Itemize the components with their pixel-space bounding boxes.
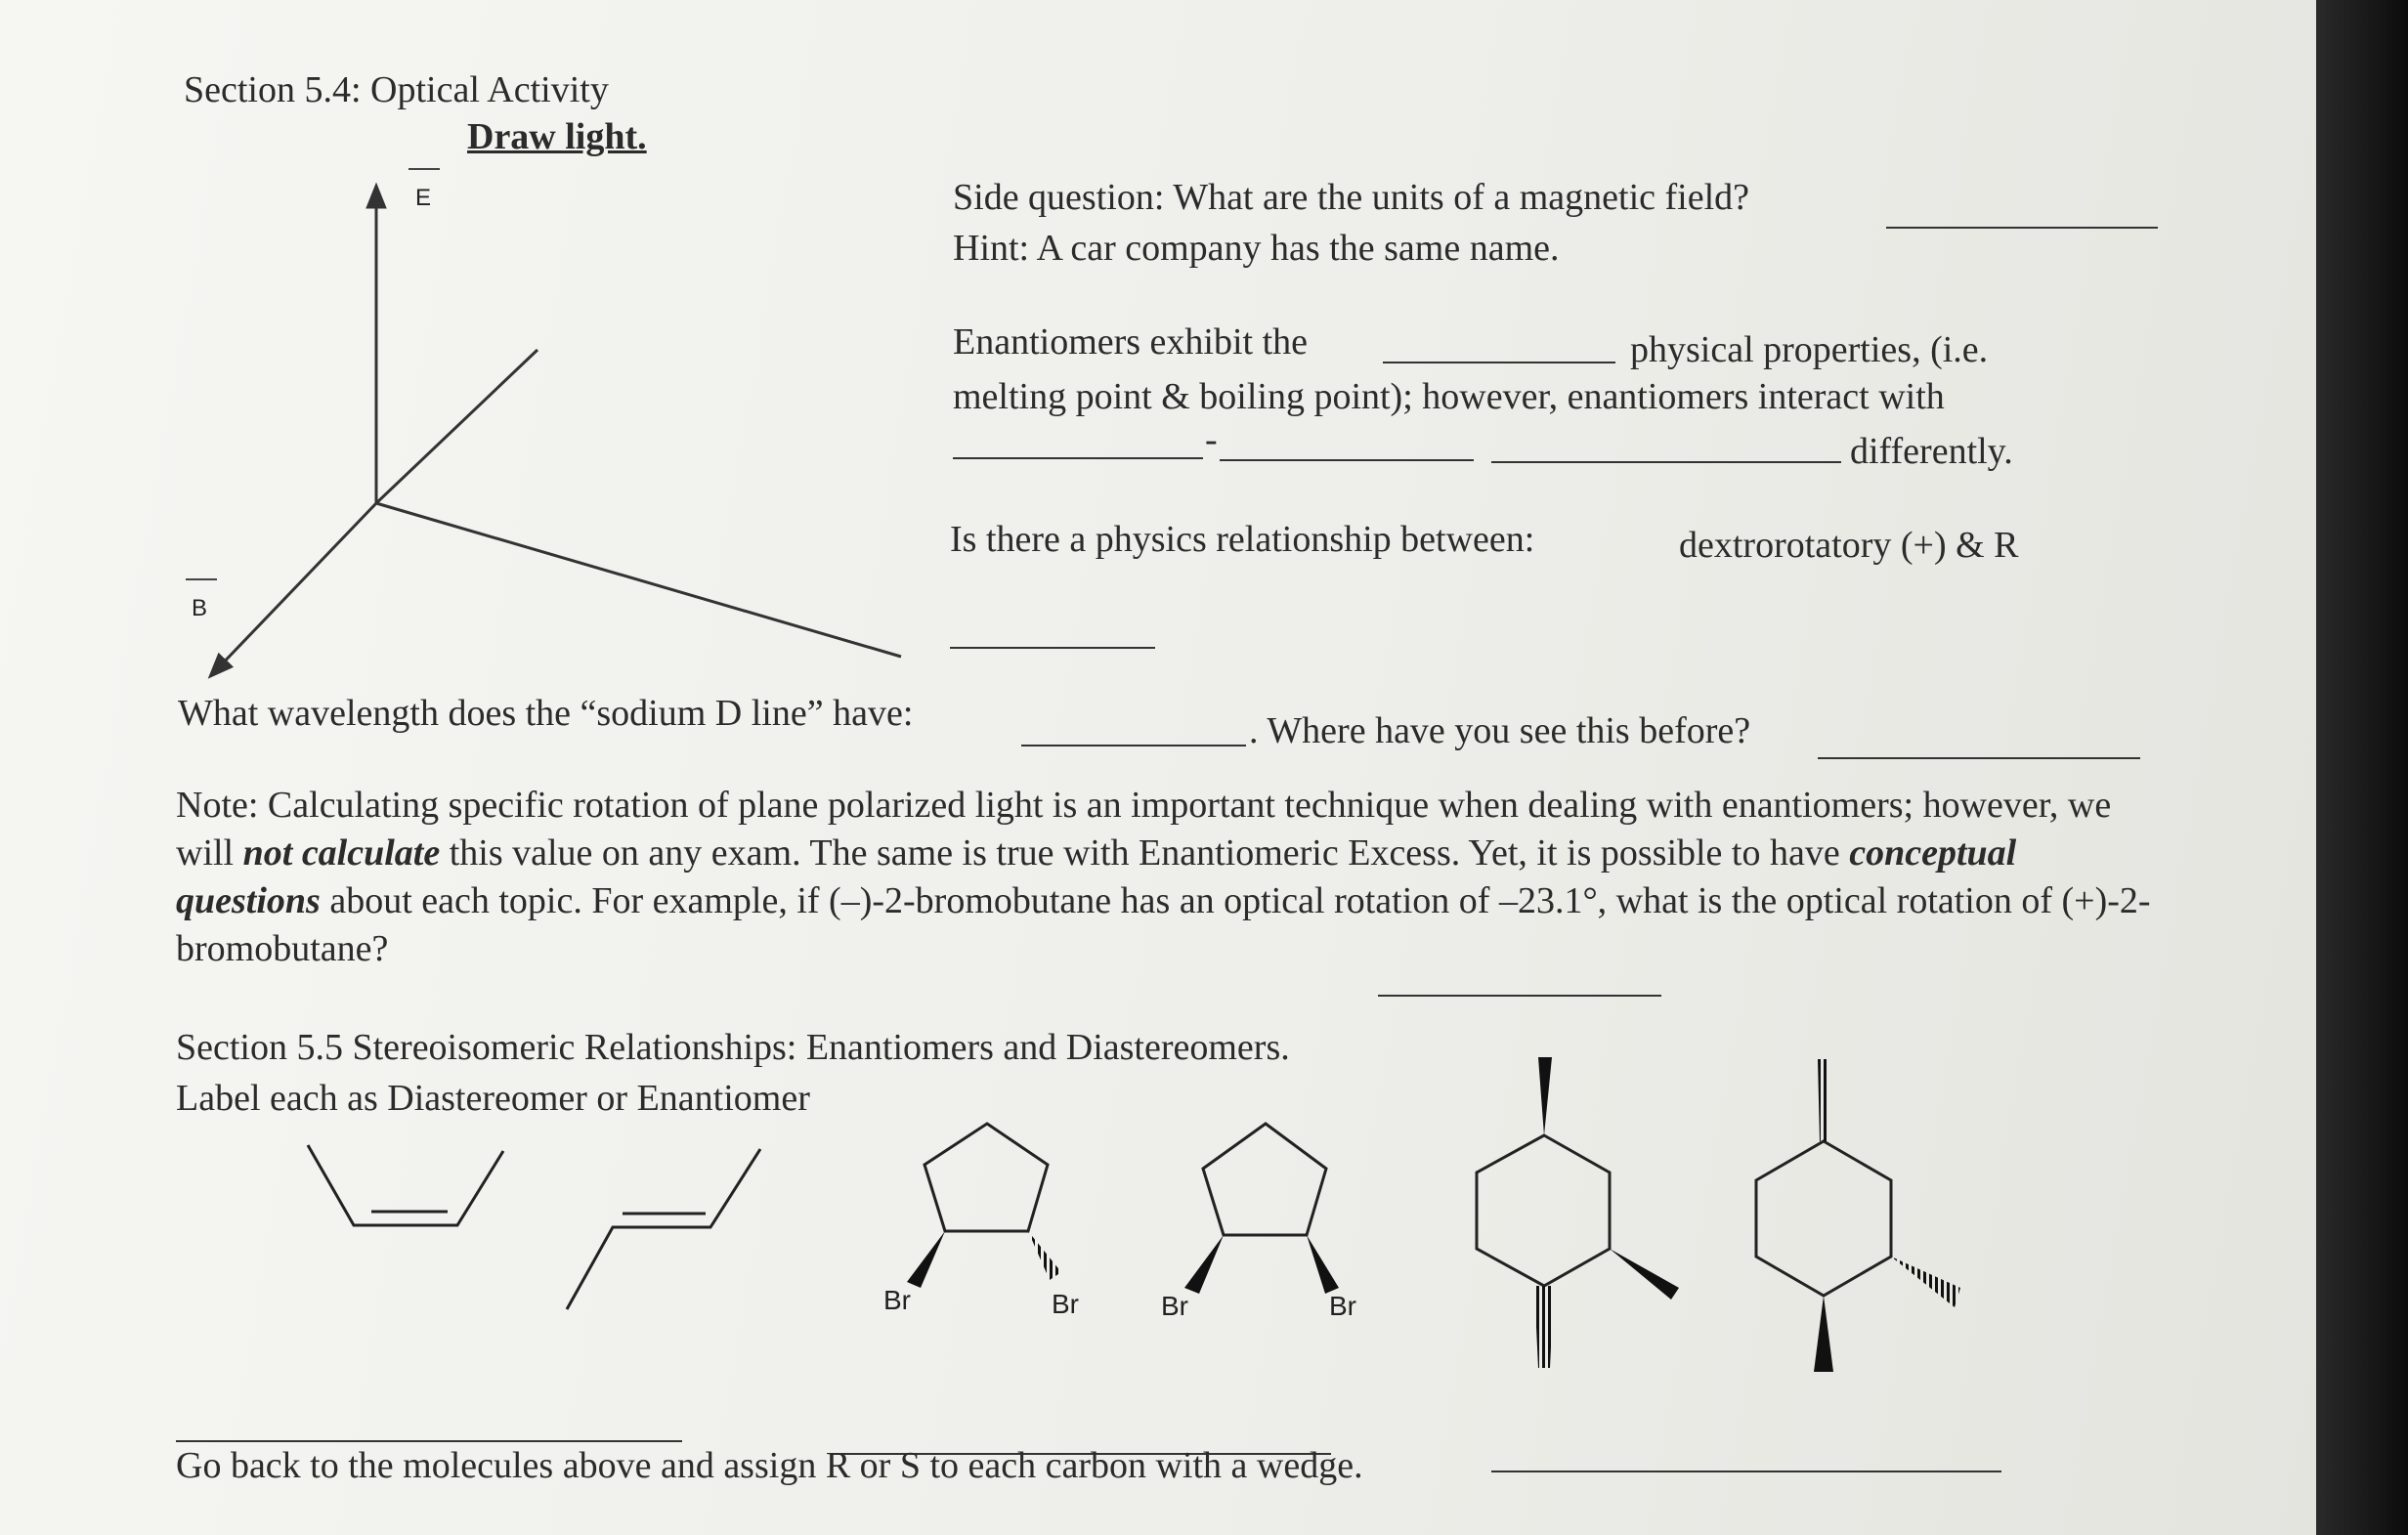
substituted-cyclohexane-2 <box>1756 1059 1960 1372</box>
cis-dibromocyclopentane <box>1161 1124 1356 1321</box>
page-edge <box>2316 0 2408 1535</box>
seen-before-question: . Where have you see this before? <box>1249 710 1751 751</box>
physics-pair: dextrorotatory (+) & R <box>1679 525 2019 566</box>
br-label-4: Br <box>1329 1291 1356 1321</box>
trans-alkene <box>567 1149 760 1309</box>
trans-dibromocyclopentane <box>883 1124 1079 1319</box>
br-label-1: Br <box>883 1285 911 1315</box>
enantiomers-text-3: melting point & boiling point); however, enantiomers interact with <box>953 376 1945 417</box>
note-emphasis-1: not calculate <box>242 832 441 874</box>
answer-blank-1[interactable] <box>176 1440 682 1442</box>
b-axis-label: B <box>192 595 208 621</box>
note-emphasis-2: conceptual questions <box>176 832 2017 921</box>
section-title: Section 5.4: Optical Activity <box>184 69 609 110</box>
cis-alkene <box>308 1145 503 1225</box>
answer-blank-3[interactable] <box>1491 1471 2001 1472</box>
br-label-3: Br <box>1161 1291 1188 1321</box>
side-question-hint: Hint: A car company has the same name. <box>953 228 1560 269</box>
interact-dash: - <box>1205 419 1218 460</box>
section-5-5-instruction: Label each as Diastereomer or Enantiomer <box>176 1078 810 1119</box>
note-text-1: Note: Calculating specific rotation of plane polarized light is an important technique when dealing with enantiomers; however, we will <box>176 785 2112 874</box>
br-label-2: Br <box>1052 1289 1079 1319</box>
side-question: Side question: What are the units of a magnetic field? <box>953 177 1749 218</box>
physics-question: Is there a physics relationship between: <box>950 519 1535 560</box>
note-text-3: about each topic. For example, if (–)-2-bromobutane has an optical rotation of –23.1°, what is the optical rotation of (+)-2-bromobutane? <box>176 880 2151 969</box>
section-5-5-title: Section 5.5 Stereoisomeric Relationships: Enantiomers and Diastereomers. <box>176 1027 1290 1068</box>
footer-instruction: Go back to the molecules above and assign R or S to each carbon with a wedge. <box>176 1445 1363 1486</box>
enantiomers-text-end: differently. <box>1850 431 2013 472</box>
e-axis-label: E <box>415 185 432 211</box>
note-text-2: this value on any exam. The same is true with Enantiomeric Excess. Yet, it is possible to have <box>440 832 1850 874</box>
enantiomers-text-2: physical properties, (i.e. <box>1630 329 1989 370</box>
enantiomers-text-1: Enantiomers exhibit the <box>953 321 1309 362</box>
sodium-question: What wavelength does the “sodium D line” have: <box>178 693 914 734</box>
substituted-cyclohexane-1 <box>1477 1057 1679 1368</box>
draw-light-heading: Draw light. <box>467 116 647 157</box>
